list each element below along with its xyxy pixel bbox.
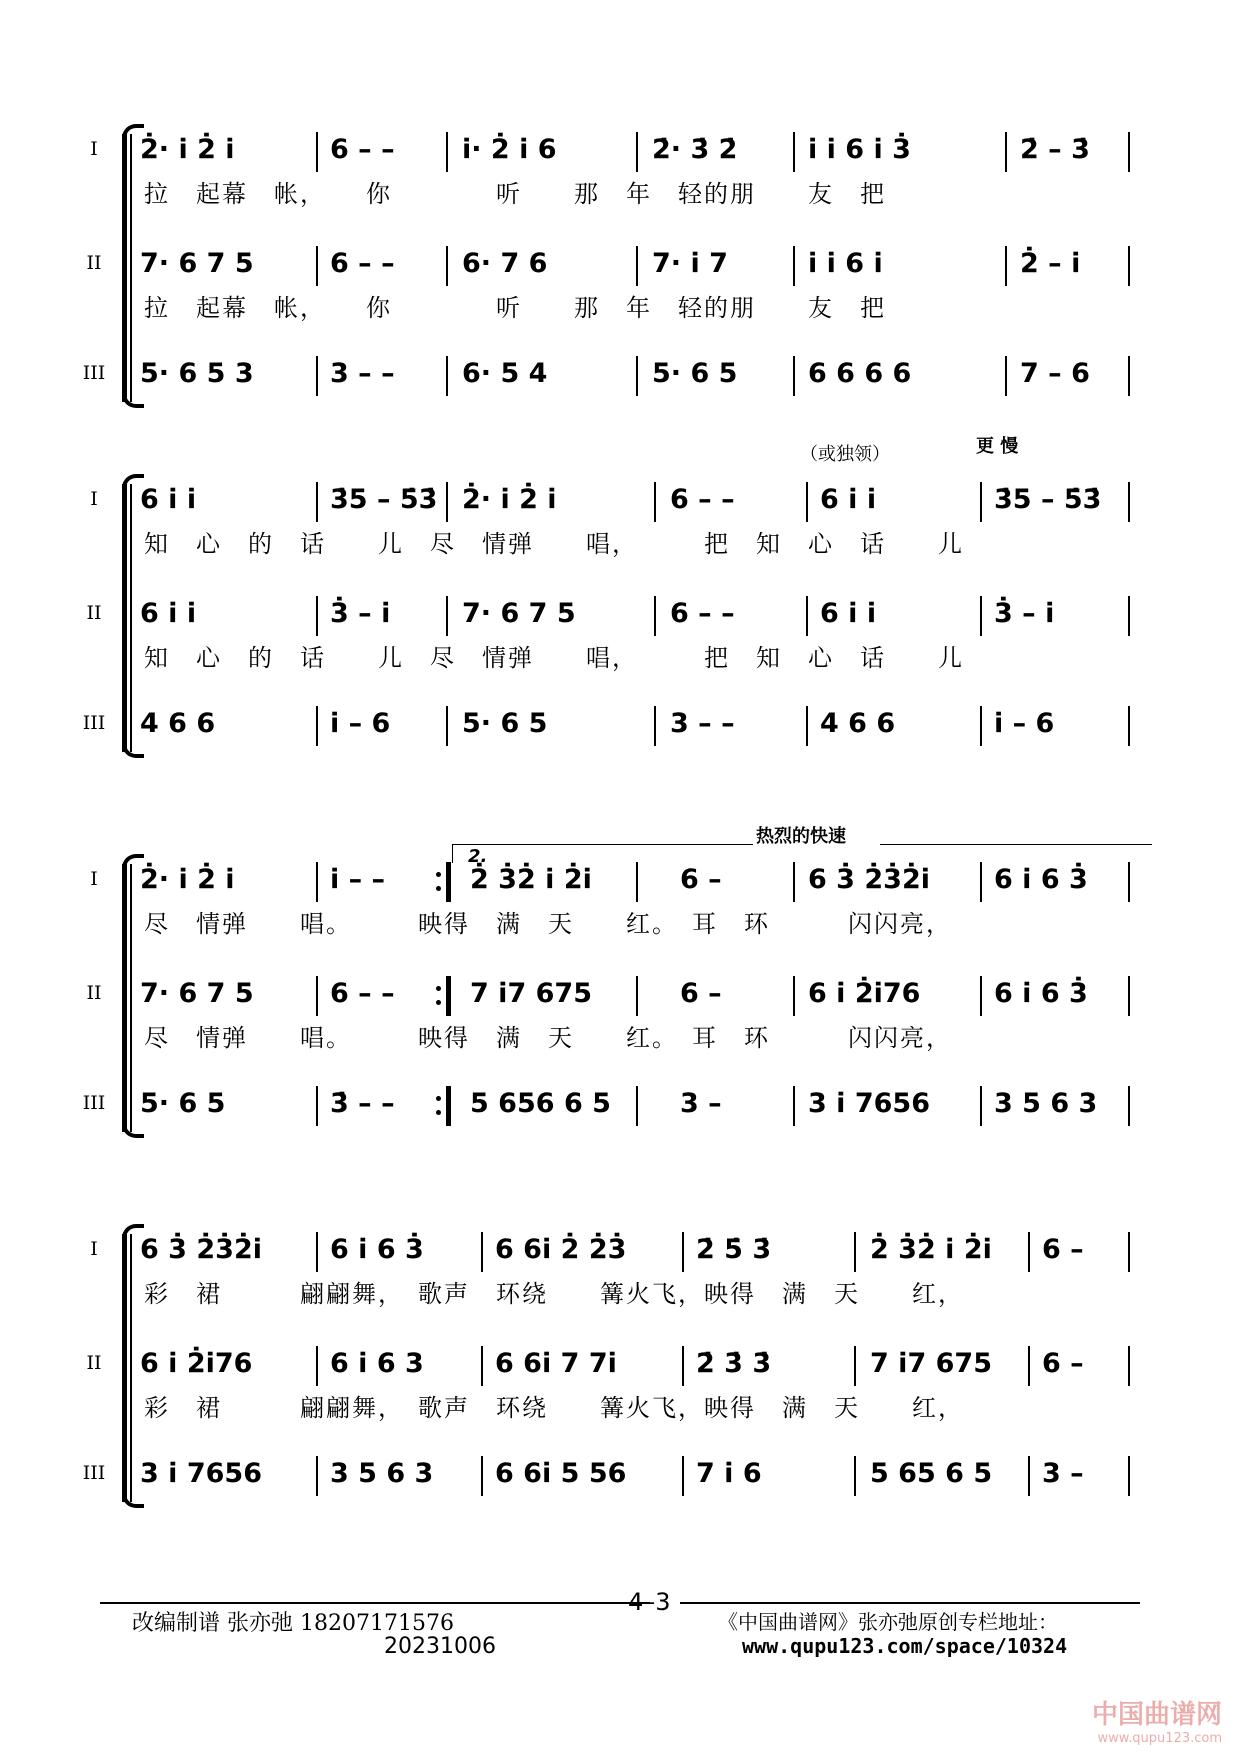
system-bracket	[122, 864, 127, 1132]
barline	[1128, 132, 1130, 172]
system-bracket-inner	[130, 484, 132, 752]
barline	[636, 976, 638, 1016]
measure-notes: 7· i̇ 7	[652, 248, 728, 279]
measure-notes: 5· 6 5	[140, 1088, 226, 1119]
barline	[980, 596, 982, 636]
barline	[1028, 1346, 1030, 1386]
measure-notes: 3̇ – –	[330, 1088, 395, 1119]
barline	[316, 1346, 318, 1386]
barline	[654, 482, 656, 522]
measure-notes: i̇· 2̇ i̇ 6	[462, 134, 557, 165]
measure-notes: 7 i̇ 6	[696, 1458, 762, 1489]
barline	[316, 482, 318, 522]
voice-label: III	[82, 712, 106, 734]
measure-notes: 7 i̇7 675	[470, 978, 592, 1009]
repeat-thick-line	[446, 976, 451, 1016]
measure-notes: 3 –	[1042, 1458, 1084, 1489]
measure-notes: i̇ i̇ 6 i̇	[808, 248, 883, 279]
system-bracket	[122, 134, 127, 402]
measure-notes: 5· 6 5 3	[140, 358, 254, 389]
barline	[793, 356, 795, 396]
barline	[806, 482, 808, 522]
measure-notes: 2̇· i̇ 2̇ i̇	[140, 864, 235, 895]
measure-notes: 6 6i̇ 5 56	[495, 1458, 627, 1489]
barline	[446, 356, 448, 396]
measure-notes: 3 – –	[670, 708, 735, 739]
measure-notes: 2̇· i̇ 2̇ i̇	[462, 484, 557, 515]
system-bracket-inner	[130, 134, 132, 402]
measure-notes: 6 6i̇ 7 7i̇	[495, 1348, 617, 1379]
measure-notes: 7 – 6	[1020, 358, 1090, 389]
system-bracket	[122, 1234, 127, 1502]
measure-notes: 5 65 6 5	[870, 1458, 993, 1489]
measure-notes: i̇ i̇ 6 i̇ 3̇	[808, 134, 911, 165]
voice-label: I	[90, 138, 98, 160]
barline	[793, 862, 795, 902]
voice-label: II	[86, 982, 102, 1004]
score-system	[0, 826, 1240, 1120]
measure-notes: 6 i̇ i̇	[820, 484, 877, 515]
barline	[446, 482, 448, 522]
barline	[481, 1346, 483, 1386]
barline	[316, 1232, 318, 1272]
barline	[316, 1456, 318, 1496]
barline	[316, 706, 318, 746]
barline	[793, 246, 795, 286]
measure-notes: 7· 6 7 5	[462, 598, 576, 629]
measure-notes: 2̇ 3̇ 3̇	[696, 1348, 772, 1379]
bracket-bottom-hook	[122, 1494, 144, 1508]
barline	[854, 1346, 856, 1386]
watermark-brand: 中国曲谱网	[1091, 1700, 1222, 1730]
measure-notes: 6 i̇ i̇	[140, 484, 197, 515]
measure-notes: 6 – –	[670, 598, 735, 629]
repeat-dot	[436, 886, 441, 891]
measure-notes: 3̇5 – 5̇3̇	[330, 484, 438, 515]
barline	[654, 706, 656, 746]
score-system	[0, 1230, 1240, 1490]
site-credit: 《中国曲谱网》张亦弛原创专栏地址：	[718, 1610, 1058, 1634]
footer-rule-left	[100, 1602, 650, 1604]
score-system	[0, 436, 1240, 740]
measure-notes: 7 i̇7 675	[870, 1348, 992, 1379]
voice-label: III	[82, 362, 106, 384]
barline	[806, 706, 808, 746]
measure-notes: i̇ – 6	[330, 708, 391, 739]
system-bracket-inner	[130, 864, 132, 1132]
measure-notes: 6 – –	[330, 248, 395, 279]
lyric-line: 尽 情弹 唱。 映得 满 天 红。 耳 环 闪闪亮，	[144, 910, 952, 938]
voice-label: III	[82, 1092, 106, 1114]
measure-notes: 3̇5 – 5̇3̇	[994, 484, 1102, 515]
measure-notes: 6· 7 6	[462, 248, 548, 279]
barline	[1128, 706, 1130, 746]
measure-notes: 3̇ – i̇	[330, 598, 391, 629]
measure-notes: 6 i̇ 6 3̇	[994, 864, 1088, 895]
barline	[316, 246, 318, 286]
voice-label: II	[86, 1352, 102, 1374]
barline	[1005, 132, 1007, 172]
barline	[980, 706, 982, 746]
measure-notes: 2̇· i̇ 2̇ i̇	[140, 134, 235, 165]
measure-notes: 6 i̇ 6 3̇	[994, 978, 1088, 1009]
barline	[316, 1086, 318, 1126]
barline	[636, 356, 638, 396]
barline	[682, 1456, 684, 1496]
measure-notes: 6 – –	[670, 484, 735, 515]
barline	[1005, 356, 1007, 396]
voice-label: II	[86, 602, 102, 624]
measure-notes: 6 –	[1042, 1234, 1084, 1265]
system-bracket-inner	[130, 1234, 132, 1502]
barline	[793, 132, 795, 172]
voice-label: III	[82, 1462, 106, 1484]
barline	[682, 1232, 684, 1272]
watermark-url: www.qupu123.com	[1097, 1731, 1222, 1746]
arranger-credit: 改编制谱 张亦弛 18207171576	[132, 1611, 454, 1636]
voice-label: I	[90, 868, 98, 890]
barline	[1128, 1346, 1130, 1386]
barline	[1128, 596, 1130, 636]
barline	[1128, 246, 1130, 286]
barline	[1128, 976, 1130, 1016]
lyric-line: 知 心 的 话 儿 尽 情弹 唱， 把 知 心 话 儿	[144, 644, 964, 672]
measure-notes: 3 i̇ 7656	[140, 1458, 262, 1489]
barline	[636, 246, 638, 286]
barline	[980, 1086, 982, 1126]
repeat-dot	[436, 986, 441, 991]
barline	[446, 246, 448, 286]
barline	[316, 356, 318, 396]
system-bracket	[122, 484, 127, 752]
barline	[682, 1346, 684, 1386]
measure-notes: i̇ – –	[330, 864, 386, 895]
repeat-thick-line	[446, 862, 451, 902]
measure-notes: 2̇ 3̇2̇ i̇ 2̇i̇	[870, 1234, 992, 1265]
lyric-line: 彩 裙 翩翩舞， 歌声 环绕 篝火飞，映得 满 天 红，	[144, 1280, 964, 1308]
barline	[481, 1456, 483, 1496]
barline	[316, 976, 318, 1016]
voice-label: I	[90, 488, 98, 510]
barline	[806, 596, 808, 636]
barline	[793, 976, 795, 1016]
measure-notes: 6 6 6 6	[808, 358, 912, 389]
measure-notes: 6 –	[680, 864, 722, 895]
measure-notes: 3 –	[680, 1088, 722, 1119]
barline	[1128, 1086, 1130, 1126]
watermark-logo	[1092, 1694, 1222, 1746]
measure-notes: 3 i̇ 7656	[808, 1088, 930, 1119]
lyric-line: 彩 裙 翩翩舞， 歌声 环绕 篝火飞，映得 满 天 红，	[144, 1394, 964, 1422]
barline	[854, 1232, 856, 1272]
measure-notes: 4 6 6	[140, 708, 216, 739]
barline	[316, 596, 318, 636]
measure-notes: 3 5 6 3	[994, 1088, 1098, 1119]
measure-notes: 6 i̇ i̇	[820, 598, 877, 629]
barline	[1028, 1232, 1030, 1272]
measure-notes: 6 – –	[330, 134, 395, 165]
score-system	[0, 130, 1240, 390]
barline	[481, 1232, 483, 1272]
measure-notes: 6 6i̇ 2̇ 2̇3̇	[495, 1234, 627, 1265]
measure-notes: 7· 6 7 5	[140, 248, 254, 279]
lyric-line: 拉 起幕 帐， 你 听 那 年 轻的朋 友 把	[144, 294, 886, 322]
barline	[636, 1086, 638, 1126]
measure-notes: 2̇ – i̇	[1020, 248, 1081, 279]
barline	[1128, 1232, 1130, 1272]
measure-notes: 2̇ 5̇ 3̇	[696, 1234, 772, 1265]
barline	[980, 976, 982, 1016]
tempo-marking: 热烈的快速	[756, 826, 846, 847]
barline	[636, 132, 638, 172]
tempo-slower-marking: 更 慢	[976, 436, 1019, 457]
repeat-dot	[436, 1096, 441, 1101]
bracket-bottom-hook	[122, 744, 144, 758]
measure-notes: 7· 6 7 5	[140, 978, 254, 1009]
footer-rule-right	[680, 1602, 1140, 1604]
measure-notes: 6· 5 4	[462, 358, 548, 389]
lyric-line: 尽 情弹 唱。 映得 满 天 红。 耳 环 闪闪亮，	[144, 1024, 952, 1052]
bracket-bottom-hook	[122, 1124, 144, 1138]
measure-notes: 2̇ – 3̇	[1020, 134, 1090, 165]
measure-notes: 6 i̇ i̇	[140, 598, 197, 629]
repeat-dot	[436, 1110, 441, 1115]
repeat-dot	[436, 872, 441, 877]
barline	[854, 1456, 856, 1496]
measure-notes: 3 – –	[330, 358, 395, 389]
barline	[316, 132, 318, 172]
barline	[446, 132, 448, 172]
measure-notes: 6 i̇ 6 3	[330, 1348, 424, 1379]
barline	[1128, 862, 1130, 902]
measure-notes: 3̇ – i̇	[994, 598, 1055, 629]
barline	[1128, 356, 1130, 396]
measure-notes: 5 656 6 5	[470, 1088, 611, 1119]
measure-notes: 6 – –	[330, 978, 395, 1009]
bracket-bottom-hook	[122, 394, 144, 408]
measure-notes: 6 –	[680, 978, 722, 1009]
measure-notes: 6 3̇ 2̇3̇2̇i̇	[140, 1234, 262, 1265]
voice-label: I	[90, 1238, 98, 1260]
barline	[793, 1086, 795, 1126]
site-url-link[interactable]: www.qupu123.com/space/10324	[742, 1634, 1068, 1658]
lyric-line: 拉 起幕 帐， 你 听 那 年 轻的朋 友 把	[144, 180, 886, 208]
measure-notes: 6 –	[1042, 1348, 1084, 1379]
measure-notes: 2̇ 3̇2̇ i̇ 2̇i̇	[470, 864, 592, 895]
barline	[1128, 482, 1130, 522]
barline	[1005, 246, 1007, 286]
barline	[1128, 1456, 1130, 1496]
barline	[446, 596, 448, 636]
measure-notes: 5· 6 5	[462, 708, 548, 739]
measure-notes: 6 i̇ 2̇i̇76	[140, 1348, 253, 1379]
voice-label: II	[86, 252, 102, 274]
barline	[1028, 1456, 1030, 1496]
measure-notes: 6 i̇ 6 3̇	[330, 1234, 424, 1265]
barline	[654, 596, 656, 636]
barline	[636, 862, 638, 902]
barline	[446, 706, 448, 746]
repeat-thick-line	[446, 1086, 451, 1126]
page-number: 4–3	[628, 1588, 671, 1616]
measure-notes: 3 5 6 3	[330, 1458, 434, 1489]
measure-notes: 6 3̇ 2̇3̇2̇i̇	[808, 864, 930, 895]
solo-marking: （或独领）	[800, 444, 890, 465]
barline	[980, 862, 982, 902]
volta-number: 2.	[468, 846, 488, 867]
measure-notes: 5· 6 5	[652, 358, 738, 389]
repeat-dot	[436, 1000, 441, 1005]
measure-notes: 4 6 6	[820, 708, 896, 739]
barline	[980, 482, 982, 522]
measure-notes: 2̇· 3̇ 2̇	[652, 134, 738, 165]
barline	[316, 862, 318, 902]
lyric-line: 知 心 的 话 儿 尽 情弹 唱， 把 知 心 话 儿	[144, 530, 964, 558]
arrangement-date: 20231006	[384, 1634, 496, 1659]
measure-notes: i̇ – 6	[994, 708, 1055, 739]
measure-notes: 6 i̇ 2̇i̇76	[808, 978, 921, 1009]
